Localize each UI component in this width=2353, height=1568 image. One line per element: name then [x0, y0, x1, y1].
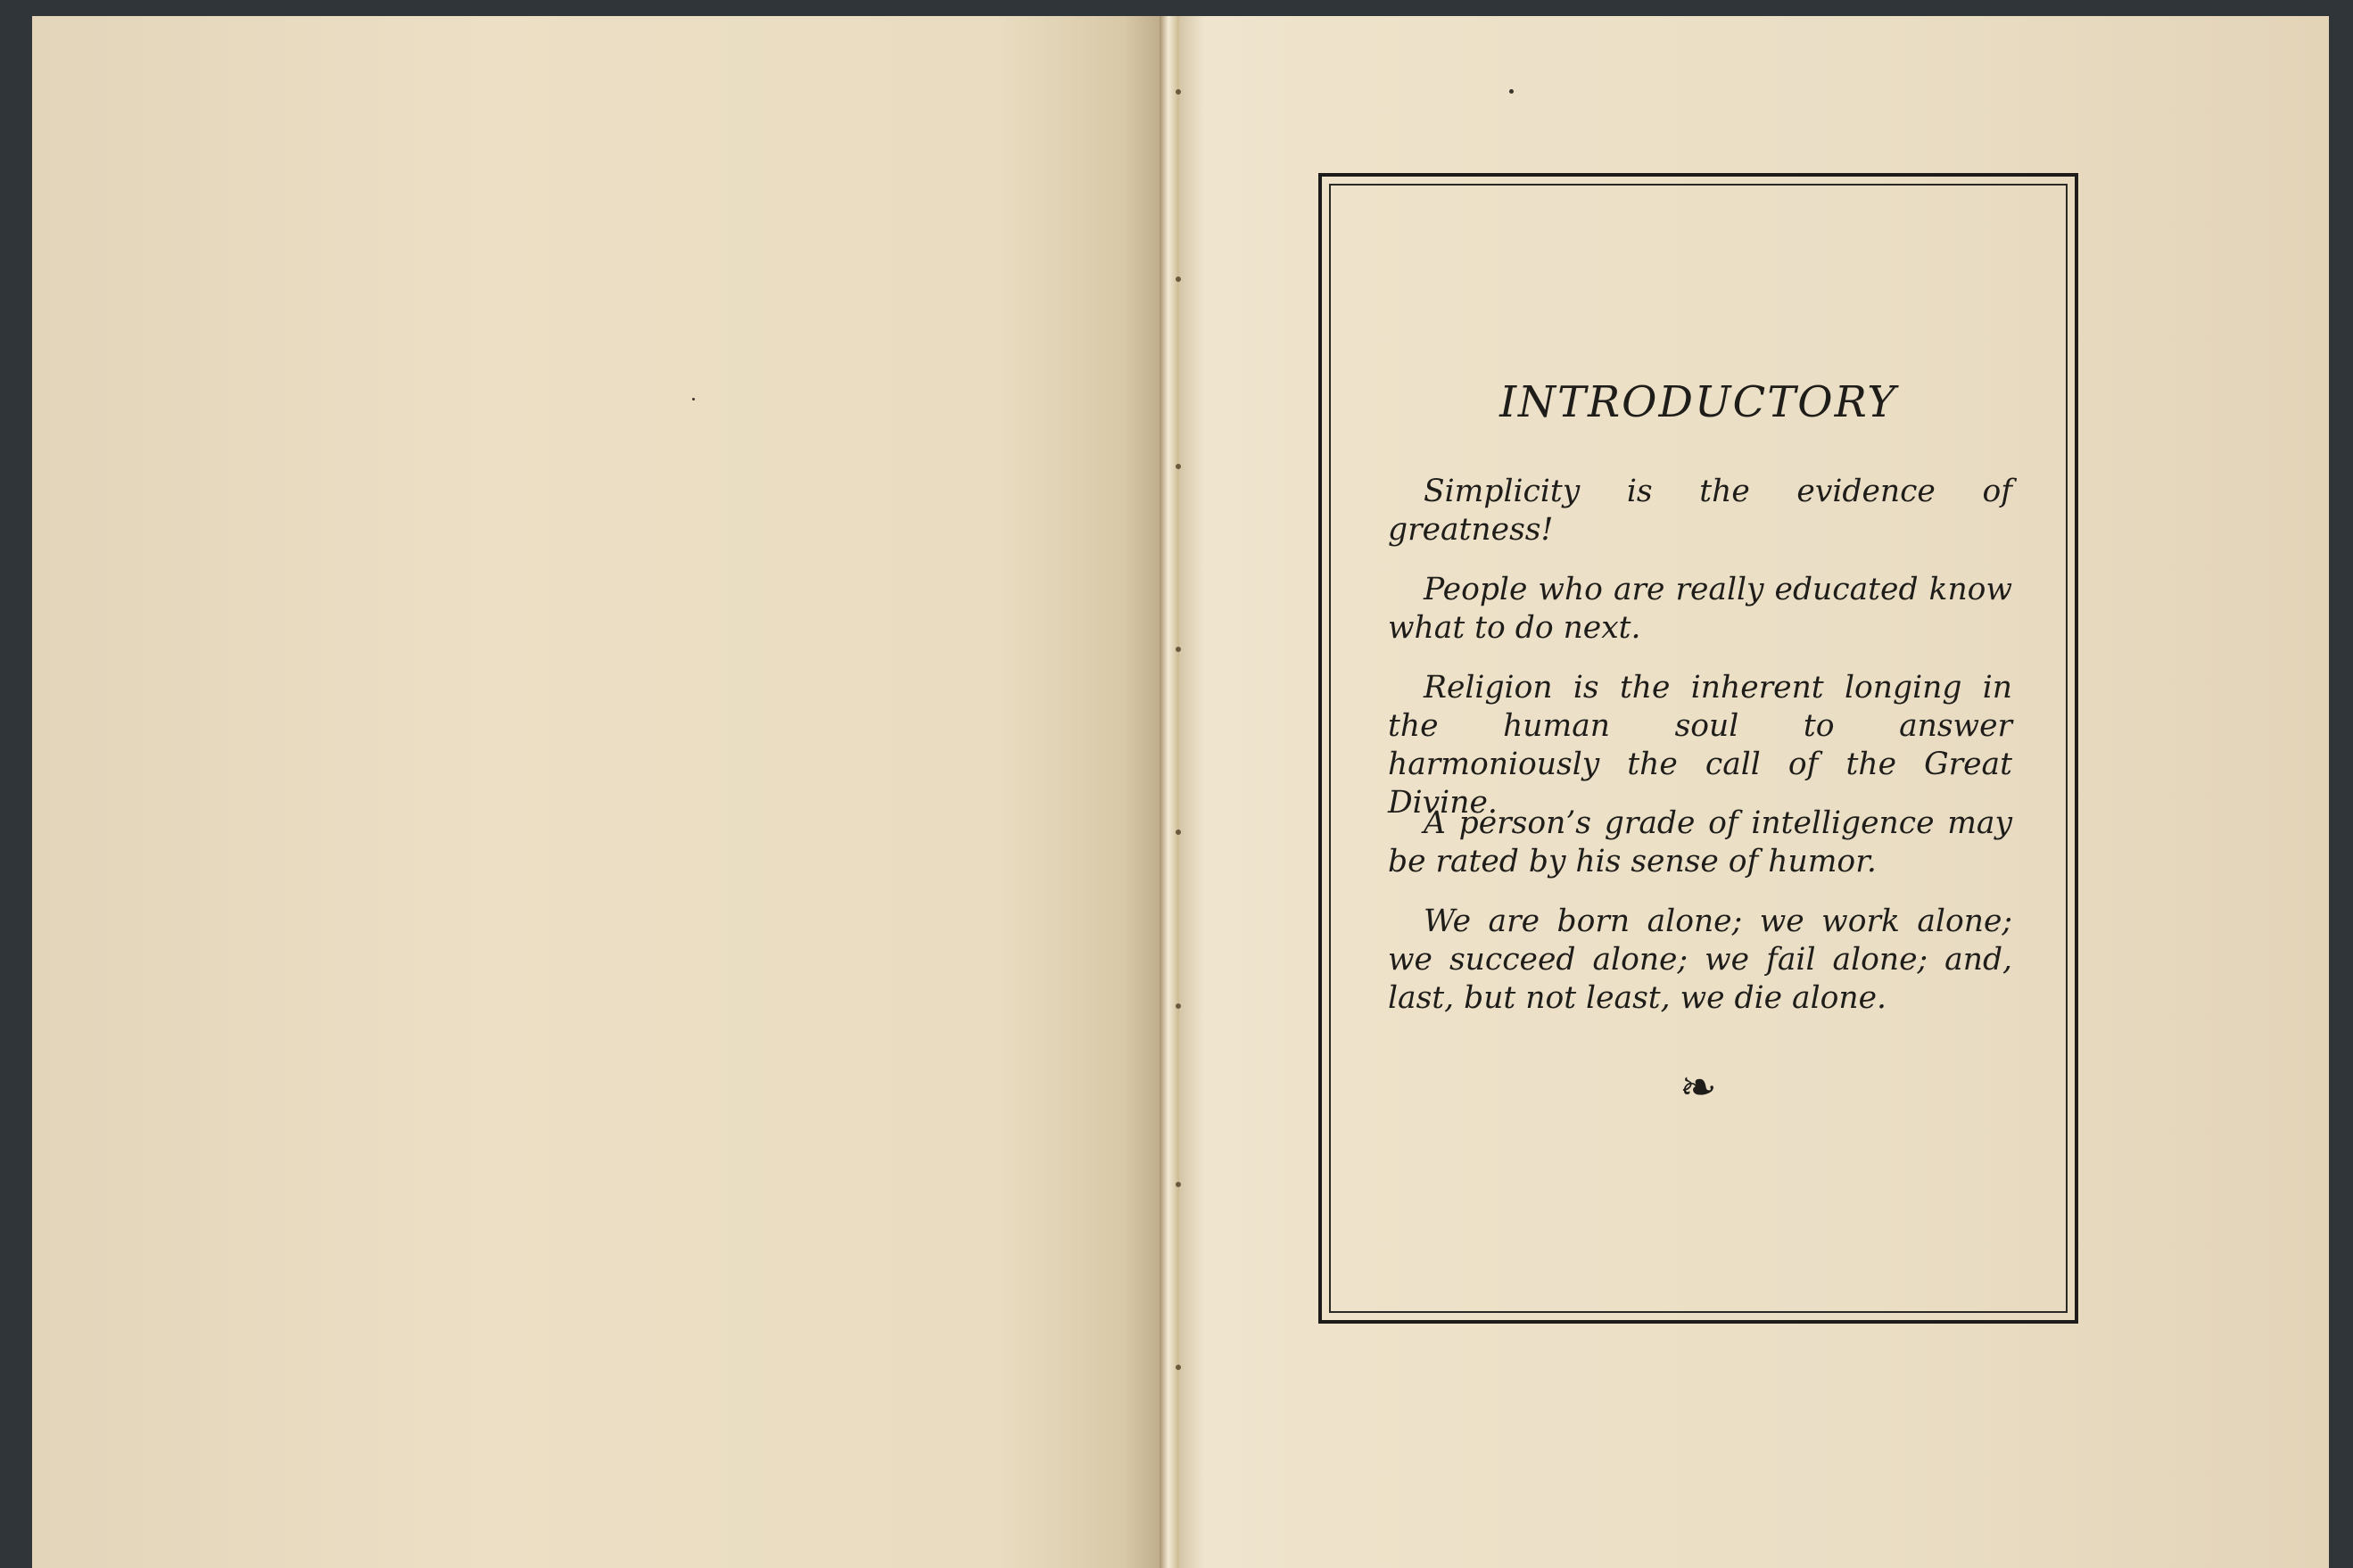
binding-stitch [1176, 276, 1181, 282]
binding-stitch [1176, 829, 1181, 835]
paper-speck [692, 398, 695, 400]
page-title: INTRODUCTORY [1499, 377, 1897, 427]
left-page-blank [32, 16, 1169, 1568]
paragraph-4: A person’s grade of intelligence may be rated by his sense of humor. [1388, 805, 2012, 879]
binding-stitch [1176, 464, 1181, 469]
binding-stitch [1176, 1182, 1181, 1187]
binding-stitch [1176, 647, 1181, 652]
binding-stitch [1176, 1003, 1181, 1009]
paragraph-3: Religion is the inherent longing in the human soul to answer harmoniously the call of the Great Divine. [1388, 670, 2012, 821]
paragraph-1: Simplicity is the evidence of greatness! [1388, 474, 2012, 548]
paper-speck [1509, 89, 1514, 94]
paragraph-2: People who are really educated know what to do next. [1388, 572, 2012, 646]
text-frame [1318, 173, 2078, 1324]
binding-stitch [1176, 89, 1181, 95]
book-gutter [1160, 16, 1179, 1568]
fleuron-ornament-icon: ❧ [1680, 1061, 1717, 1113]
paragraph-5: We are born alone; we work alone; we succeed alone; we fail alone; and, last, but not least, we die alone. [1388, 904, 2012, 1016]
binding-stitch [1176, 1365, 1181, 1370]
